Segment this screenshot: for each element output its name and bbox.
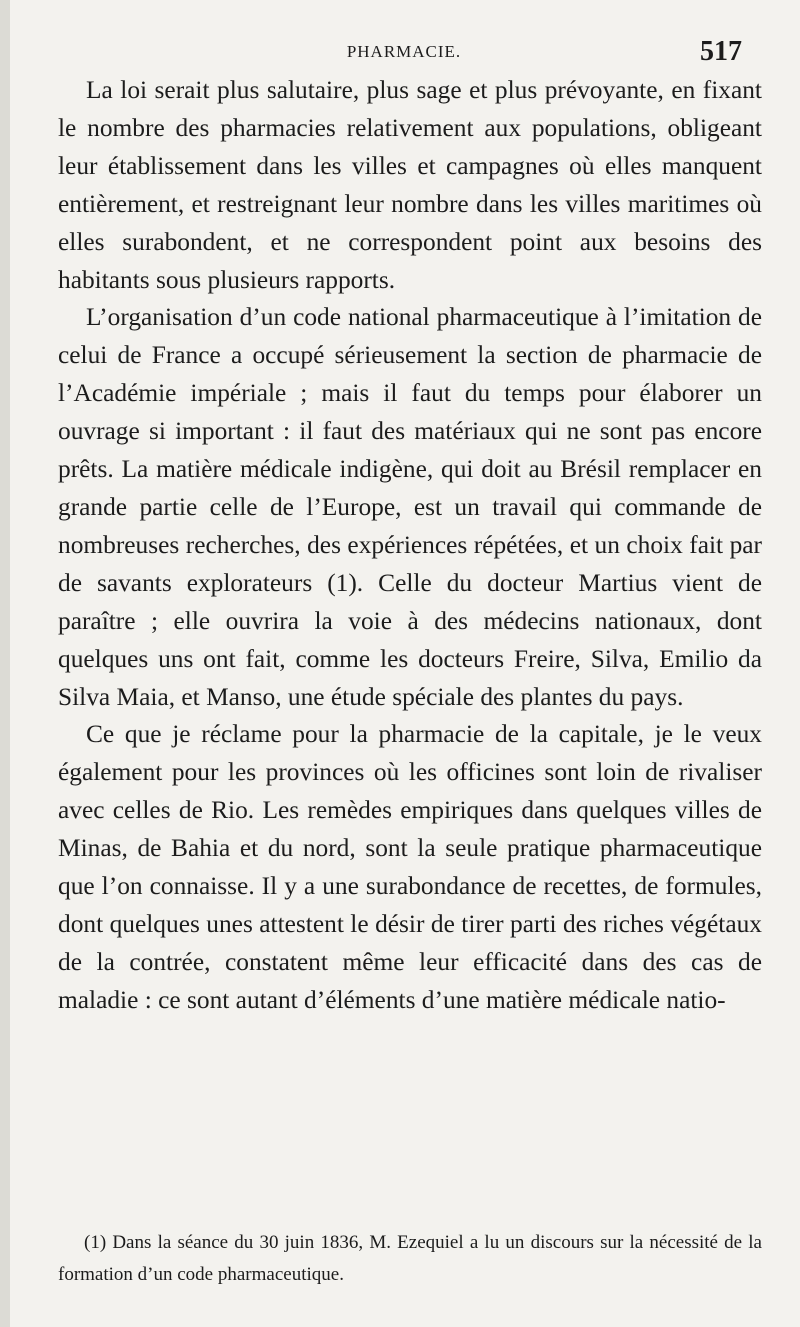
paragraph: L’organisation d’un code national pharmaceutique à l’imitation de celui de France a occupé sérieusement la section de pharmacie de l’Académie impériale ; mais il faut du temps pour élaborer un ouvrage si important : il faut des matériaux qui ne sont pas encore prêts. La matière médicale indigène, qui doit au Brésil remplacer en grande partie celle de l’Europe, est un travail qui commande de nombreuses recherches, des expériences répétées, et un choix fait par de savants explorateurs (1). Celle du docteur Martius vient de paraître ; elle ouvrira la voie à des médecins nationaux, dont quelques uns ont fait, comme les docteurs Freire, Silva, Emilio da Silva Maia, et Manso, une étude spéciale des plantes du pays. xyxy=(58,303,762,711)
footnote xyxy=(58,1227,762,1291)
running-head: PHARMACIE. xyxy=(346,42,462,61)
page-header xyxy=(58,36,750,76)
paragraph: Ce que je réclame pour la pharmacie de la capitale, je le veux également pour les provinces où les officines sont loin de rivaliser avec celles de Rio. Les remèdes empiriques dans quelques villes de Minas, de Bahia et du nord, sont la seule pratique pharmaceutique que l’on connaisse. Il y a une surabondance de recettes, de formules, dont quelques unes attestent le désir de tirer parti des riches végétaux de la contrée, constatent même leur efficacité dans des cas de maladie : ce sont autant d’éléments d’une matière médicale natio- xyxy=(58,720,762,1014)
body-text xyxy=(58,72,762,1020)
page-number: 517 xyxy=(700,36,742,67)
paragraph: La loi serait plus salutaire, plus sage et plus prévoyante, en fixant le nombre des pharmacies relativement aux populations, obligeant leur établissement dans les villes et campagnes où elles manquent entièrement, et restreignant leur nombre dans les villes maritimes où elles surabondent, et ne correspondent point aux besoins des habitants sous plusieurs rapports. xyxy=(58,76,762,294)
footnote-text: (1) Dans la séance du 30 juin 1836, M. Ezequiel a lu un discours sur la nécessité de la formation d’un code pharmaceutique. xyxy=(58,1232,762,1285)
